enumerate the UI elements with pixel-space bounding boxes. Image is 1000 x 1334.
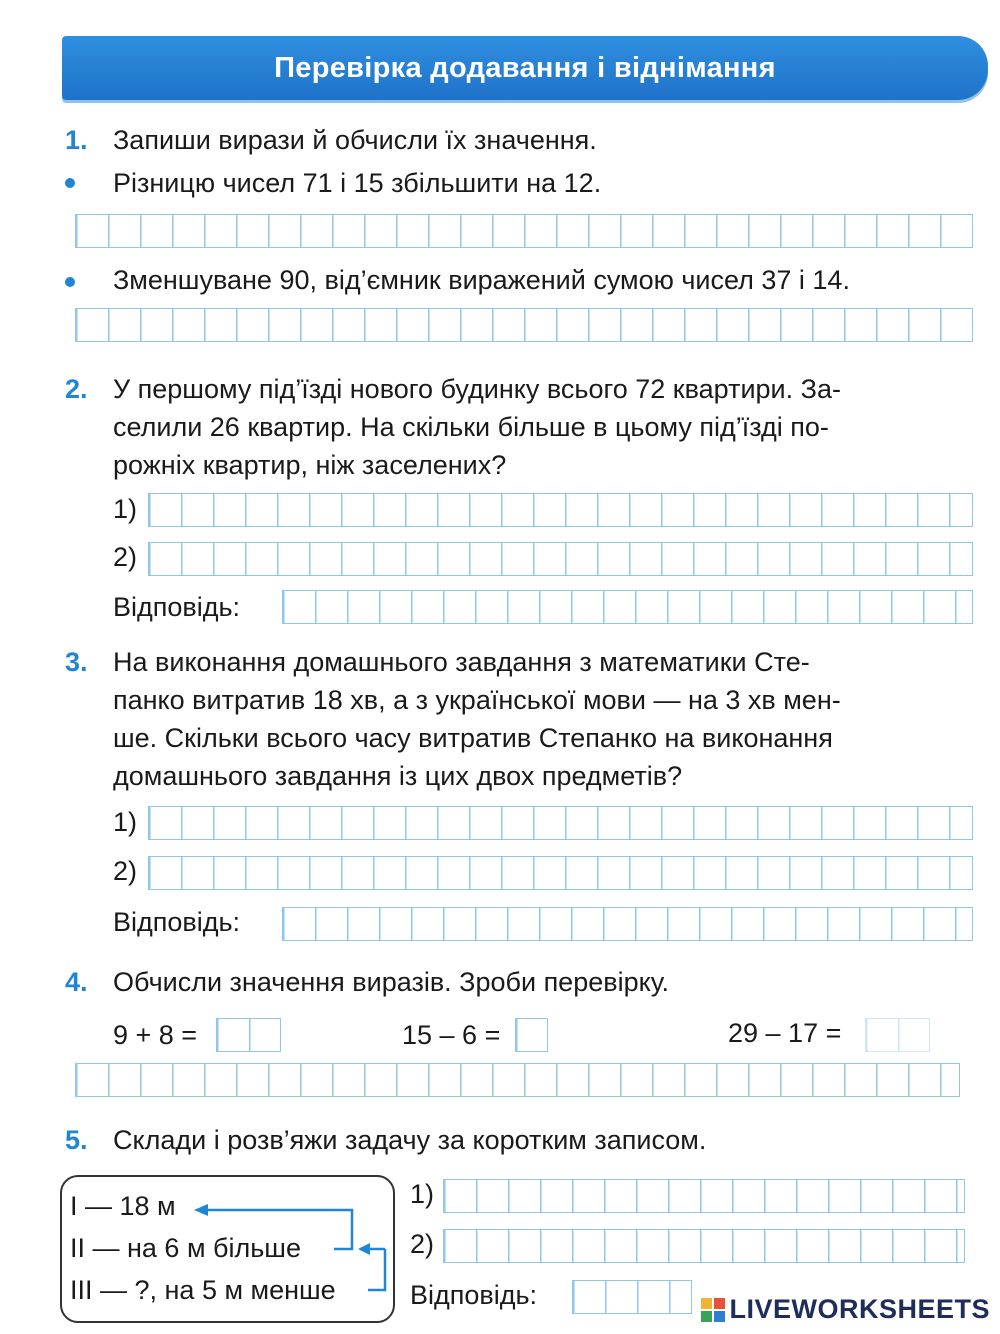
task-4-number: 4.: [65, 967, 88, 997]
page-title: Перевірка додавання і віднімання: [274, 51, 776, 84]
task-2-answer-grid[interactable]: [282, 590, 973, 624]
liveworksheets-watermark: [701, 1294, 990, 1325]
task-5-answer-grid[interactable]: [572, 1280, 692, 1314]
task-2-line-2: селили 26 квартир. На скільки більше в цьому під’їзді по-: [113, 412, 829, 442]
short-note-line-2: II — на 6 м більше: [70, 1233, 301, 1263]
task-3-line-4: домашнього завдання із цих двох предметів?: [113, 761, 683, 791]
task-1-number: 1.: [65, 125, 88, 155]
title-banner: [62, 36, 988, 100]
task-5-step-2-label: 2): [410, 1229, 435, 1259]
task-2-step-1-grid[interactable]: [148, 493, 973, 527]
task-5-step-1-label: 1): [410, 1179, 435, 1209]
task-3-step-2-grid[interactable]: [148, 856, 973, 890]
task-5-number: 5.: [65, 1125, 88, 1155]
comparison-arrows: [62, 1177, 397, 1325]
task-2-number: 2.: [65, 374, 88, 404]
task-5-step-1-grid[interactable]: [443, 1179, 965, 1213]
arrow-head-icon: [194, 1204, 208, 1216]
expression-2: 15 – 6 =: [402, 1020, 501, 1050]
task-1-item-1: Різницю чисел 71 і 15 збільшити на 12.: [113, 168, 602, 198]
bullet-icon: [65, 178, 75, 188]
task-5-prompt: Склади і розв’яжи задачу за коротким записом.: [113, 1125, 707, 1155]
task-3-answer-grid[interactable]: [282, 907, 973, 941]
task-4-prompt: Обчисли значення виразів. Зроби перевірку.: [113, 967, 670, 997]
watermark-text: LIVEWORKSHEETS: [729, 1294, 990, 1324]
expression-3-answer[interactable]: [865, 1018, 930, 1052]
arrow-lower-line: [368, 1249, 385, 1290]
task-2-line-3: рожніх квартир, ніж заселених?: [113, 450, 507, 480]
task-2-step-2-label: 2): [113, 542, 138, 572]
expression-1: 9 + 8 =: [113, 1020, 198, 1050]
task-2-step-1-label: 1): [113, 494, 138, 524]
short-note-box: [60, 1175, 395, 1323]
task-2-line-1: У першому під’їзді нового будинку всього 72 квартири. За-: [113, 374, 841, 404]
answer-grid-1a[interactable]: [75, 214, 973, 248]
task-3-step-2-label: 2): [113, 856, 138, 886]
task-2-step-2-grid[interactable]: [148, 542, 973, 576]
bullet-icon: [65, 277, 75, 287]
task-1-item-2: Зменшуване 90, від’ємник виражений сумою чисел 37 і 14.: [113, 265, 850, 295]
task-2-answer-label: Відповідь:: [113, 592, 241, 622]
expression-2-answer[interactable]: [515, 1018, 548, 1052]
task-3-step-1-grid[interactable]: [148, 806, 973, 840]
expression-1-answer[interactable]: [216, 1018, 281, 1052]
task-3-line-1: На виконання домашнього завдання з математики Сте-: [113, 647, 810, 677]
task-3-step-1-label: 1): [113, 807, 138, 837]
expression-3: 29 – 17 =: [728, 1018, 842, 1048]
arrow-upper-line: [202, 1210, 352, 1249]
task-1-prompt: Запиши вирази й обчисли їх значення.: [113, 125, 597, 155]
short-note-line-1: I — 18 м: [70, 1191, 176, 1221]
task-3-answer-label: Відповідь:: [113, 907, 241, 937]
check-grid[interactable]: [75, 1063, 960, 1097]
answer-grid-1b[interactable]: [75, 308, 973, 342]
short-note-line-3: III — ?, на 5 м менше: [70, 1275, 336, 1305]
task-3-number: 3.: [65, 647, 88, 677]
arrow-head-icon: [358, 1243, 370, 1255]
task-5-answer-label: Відповідь:: [410, 1280, 538, 1310]
liveworksheets-logo-icon: [701, 1298, 725, 1322]
task-3-line-3: ше. Скільки всього часу витратив Степанко на виконання: [113, 723, 833, 753]
task-3-line-2: панко витратив 18 хв, а з української мови — на 3 хв мен-: [113, 685, 841, 715]
task-5-step-2-grid[interactable]: [443, 1229, 965, 1263]
